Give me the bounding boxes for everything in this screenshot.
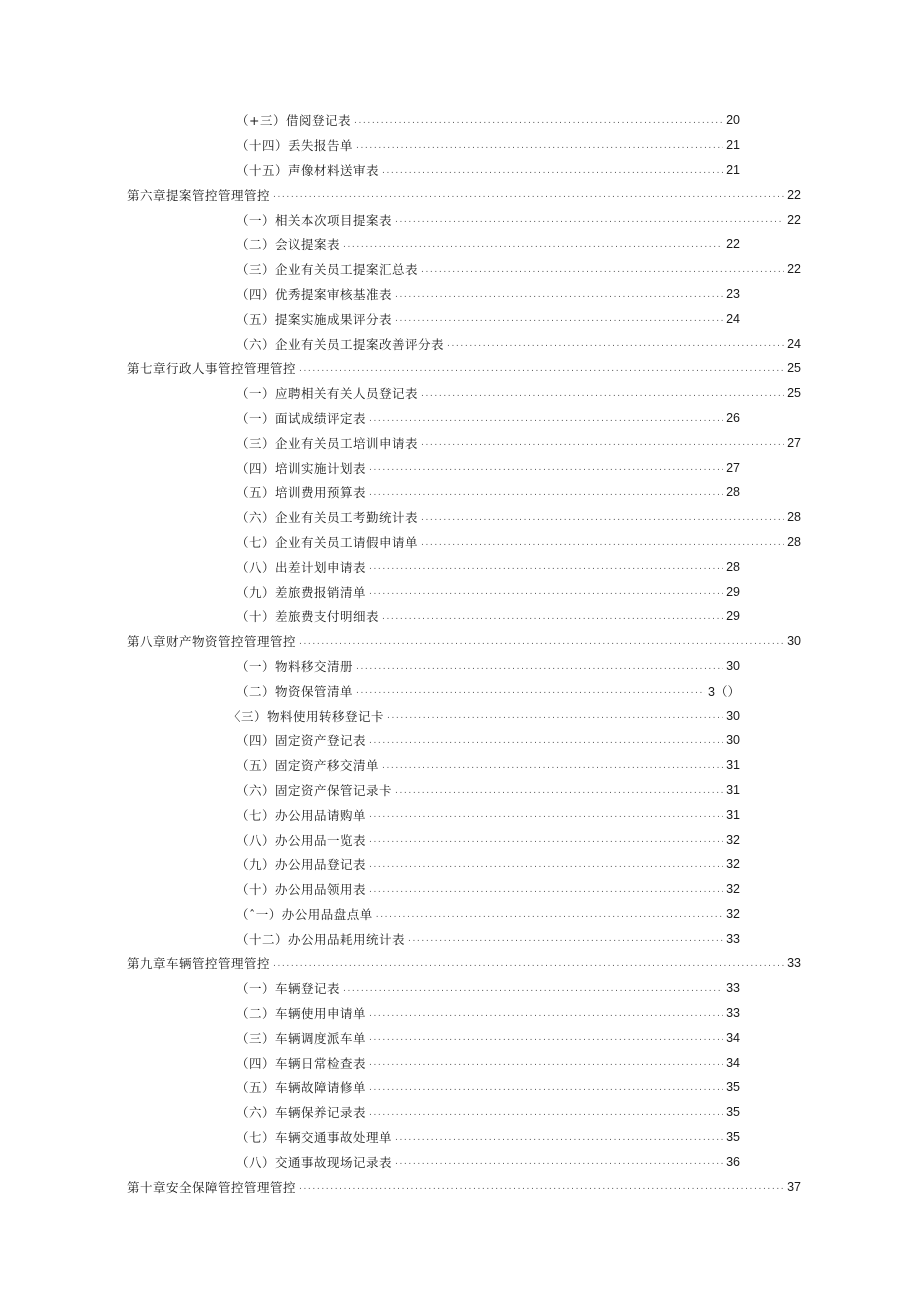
- toc-item-entry[interactable]: [0, 976, 920, 1001]
- toc-item-entry[interactable]: [0, 530, 920, 555]
- toc-page-number: 21: [726, 138, 740, 153]
- toc-page-number: 32: [726, 882, 740, 897]
- toc-leader-dots: [395, 281, 723, 308]
- toc-entry-label: （七）企业有关员工请假申请单: [236, 534, 419, 550]
- toc-entry-label: （一）应聘相关有关人员登记表: [236, 386, 419, 402]
- toc-leader-dots: [447, 330, 784, 357]
- toc-leader-dots: [395, 305, 723, 332]
- toc-item-entry[interactable]: [0, 207, 920, 232]
- toc-item-entry[interactable]: [0, 654, 920, 679]
- toc-item-entry[interactable]: [0, 1075, 920, 1100]
- toc-entry-label: 第八章财产物资管控管理管控: [127, 634, 297, 650]
- toc-leader-dots: [273, 181, 784, 208]
- toc-item-entry[interactable]: [0, 282, 920, 307]
- toc-entry-label: （二）物资保管清单: [236, 683, 354, 699]
- toc-leader-dots: [369, 1099, 723, 1126]
- toc-page-number: 31: [726, 782, 740, 797]
- toc-leader-dots: [395, 777, 723, 804]
- toc-leader-dots: [421, 504, 784, 531]
- toc-item-entry[interactable]: [0, 802, 920, 827]
- table-of-contents: [0, 108, 920, 1199]
- toc-entry-label: （七）车辆交通事故处理单: [236, 1130, 393, 1146]
- toc-entry-label: （六）车辆保养记录表: [236, 1105, 367, 1121]
- toc-entry-label: （二）会议提案表: [236, 237, 341, 253]
- toc-item-entry[interactable]: [0, 926, 920, 951]
- toc-entry-label: （六）固定资产保管记录卡: [236, 782, 393, 798]
- toc-leader-dots: [369, 1074, 723, 1101]
- toc-entry-label: （八）办公用品一览表: [236, 832, 367, 848]
- toc-item-entry[interactable]: [0, 232, 920, 257]
- toc-entry-label: （三）企业有关员工培训申请表: [236, 435, 419, 451]
- toc-page-number: 35: [726, 1080, 740, 1095]
- toc-page-number: 31: [726, 758, 740, 773]
- toc-entry-label: （二）车辆使用申请单: [236, 1006, 367, 1022]
- toc-entry-label: （十四）丢失报告单: [236, 138, 354, 154]
- toc-entry-label: （ˆ一）办公用品盘点单: [236, 906, 373, 922]
- toc-leader-dots: [369, 454, 723, 481]
- toc-page-number: 22: [787, 262, 801, 277]
- toc-page-number: 36: [726, 1154, 740, 1169]
- toc-page-number: 25: [787, 361, 801, 376]
- toc-leader-dots: [369, 479, 723, 506]
- toc-entry-label: （六）企业有关员工提案改善评分表: [236, 336, 445, 352]
- toc-entry-label: （五）车辆故障请修单: [236, 1080, 367, 1096]
- toc-item-entry[interactable]: [0, 1149, 920, 1174]
- toc-page-number: 25: [787, 386, 801, 401]
- toc-item-entry[interactable]: [0, 158, 920, 183]
- toc-leader-dots: [369, 405, 723, 432]
- toc-chapter-entry[interactable]: [0, 951, 920, 976]
- toc-leader-dots: [356, 677, 705, 704]
- toc-page-number: 30: [726, 708, 740, 723]
- toc-item-entry[interactable]: [0, 1001, 920, 1026]
- toc-page-number: 26: [726, 410, 740, 425]
- toc-page-number: 21: [726, 162, 740, 177]
- toc-item-entry[interactable]: [0, 579, 920, 604]
- toc-entry-label: （十）差旅费支付明细表: [236, 609, 380, 625]
- toc-entry-label: 第六章提案管控管理管控: [127, 187, 271, 203]
- toc-page-number: 32: [726, 906, 740, 921]
- toc-item-entry[interactable]: [0, 678, 920, 703]
- toc-item-entry[interactable]: [0, 455, 920, 480]
- toc-page-number: 37: [787, 1179, 801, 1194]
- toc-entry-label: （四）车辆日常检查表: [236, 1055, 367, 1071]
- toc-page-number: 28: [787, 510, 801, 525]
- toc-entry-label: （五）提案实施成果评分表: [236, 311, 393, 327]
- toc-entry-label: （一）车辆登记表: [236, 981, 341, 997]
- toc-item-entry[interactable]: [0, 505, 920, 530]
- toc-leader-dots: [369, 876, 723, 903]
- toc-page-number: 29: [726, 609, 740, 624]
- toc-page-number: 33: [726, 981, 740, 996]
- toc-page-number: 28: [726, 559, 740, 574]
- toc-item-entry[interactable]: [0, 902, 920, 927]
- toc-page-number: 30: [726, 733, 740, 748]
- toc-page-number: 22: [787, 187, 801, 202]
- toc-item-entry[interactable]: [0, 1050, 920, 1075]
- toc-page-number: 35: [726, 1130, 740, 1145]
- toc-leader-dots: [369, 1049, 723, 1076]
- toc-page-number: 28: [726, 485, 740, 500]
- toc-item-entry[interactable]: [0, 778, 920, 803]
- toc-leader-dots: [421, 380, 784, 407]
- toc-leader-dots: [369, 1000, 723, 1027]
- toc-page-number: 30: [787, 634, 801, 649]
- toc-entry-label: （+三）借阅登记表: [236, 113, 351, 129]
- toc-leader-dots: [387, 702, 723, 729]
- toc-leader-dots: [299, 1173, 784, 1200]
- toc-item-entry[interactable]: [0, 1100, 920, 1125]
- toc-item-entry[interactable]: [0, 257, 920, 282]
- toc-leader-dots: [369, 801, 723, 828]
- toc-item-entry[interactable]: [0, 331, 920, 356]
- toc-leader-dots: [421, 429, 784, 456]
- toc-item-entry[interactable]: [0, 430, 920, 455]
- toc-entry-label: 第七章行政人事管控管理管控: [127, 361, 297, 377]
- toc-leader-dots: [408, 925, 723, 952]
- toc-leader-dots: [299, 628, 784, 655]
- toc-entry-label: （十二）办公用品耗用统计表: [236, 931, 406, 947]
- toc-entry-label: （四）优秀提案审核基准表: [236, 286, 393, 302]
- toc-leader-dots: [369, 553, 723, 580]
- toc-leader-dots: [273, 950, 784, 977]
- toc-item-entry[interactable]: [0, 554, 920, 579]
- toc-entry-label: （四）固定资产登记表: [236, 733, 367, 749]
- toc-leader-dots: [354, 107, 723, 134]
- toc-entry-label: （一）面试成绩评定表: [236, 410, 367, 426]
- toc-page-number: 24: [787, 336, 801, 351]
- toc-leader-dots: [395, 1124, 723, 1151]
- toc-page-number: 27: [726, 460, 740, 475]
- toc-page-number: 24: [726, 311, 740, 326]
- toc-page-number: 28: [787, 534, 801, 549]
- toc-entry-label: （九）差旅费报销清单: [236, 584, 367, 600]
- toc-leader-dots: [376, 901, 723, 928]
- toc-page-number: 30: [726, 658, 740, 673]
- toc-page-number: 34: [726, 1030, 740, 1045]
- toc-page-number: 34: [726, 1055, 740, 1070]
- toc-entry-label: （七）办公用品请购单: [236, 807, 367, 823]
- toc-page-number: 33: [787, 956, 801, 971]
- toc-chapter-entry[interactable]: [0, 356, 920, 381]
- toc-item-entry[interactable]: [0, 604, 920, 629]
- toc-item-entry[interactable]: [0, 480, 920, 505]
- toc-leader-dots: [395, 1148, 723, 1175]
- toc-leader-dots: [343, 975, 723, 1002]
- toc-page-number: 32: [726, 832, 740, 847]
- toc-entry-label: （六）企业有关员工考勤统计表: [236, 510, 419, 526]
- toc-chapter-entry[interactable]: [0, 182, 920, 207]
- toc-page-number: 31: [726, 807, 740, 822]
- toc-page-number: 23: [726, 286, 740, 301]
- toc-entry-label: （三）企业有关员工提案汇总表: [236, 262, 419, 278]
- toc-leader-dots: [369, 1024, 723, 1051]
- toc-leader-dots: [421, 529, 784, 556]
- toc-item-entry[interactable]: [0, 133, 920, 158]
- toc-leader-dots: [369, 851, 723, 878]
- toc-item-entry[interactable]: [0, 1025, 920, 1050]
- toc-leader-dots: [369, 727, 723, 754]
- toc-page-number: 33: [726, 931, 740, 946]
- toc-page-number: 27: [787, 435, 801, 450]
- toc-item-entry[interactable]: [0, 877, 920, 902]
- toc-page-number: 33: [726, 1006, 740, 1021]
- toc-entry-label: 第十章安全保障管控管理管控: [127, 1179, 297, 1195]
- toc-page-number: 22: [787, 212, 801, 227]
- toc-leader-dots: [395, 206, 784, 233]
- toc-item-entry[interactable]: [0, 827, 920, 852]
- toc-item-entry[interactable]: [0, 852, 920, 877]
- toc-leader-dots: [382, 752, 723, 779]
- toc-page-number: 22: [726, 237, 740, 252]
- toc-page-number: 32: [726, 857, 740, 872]
- toc-leader-dots: [369, 826, 723, 853]
- toc-item-entry[interactable]: [0, 381, 920, 406]
- toc-entry-label: （五）培训费用预算表: [236, 485, 367, 501]
- toc-entry-label: （八）出差计划申请表: [236, 559, 367, 575]
- toc-page-number: 35: [726, 1105, 740, 1120]
- toc-entry-label: （五）固定资产移交清单: [236, 758, 380, 774]
- toc-chapter-entry[interactable]: [0, 629, 920, 654]
- toc-leader-dots: [356, 653, 723, 680]
- toc-item-entry[interactable]: [0, 753, 920, 778]
- toc-item-entry[interactable]: [0, 406, 920, 431]
- toc-entry-label: （四）培训实施计划表: [236, 460, 367, 476]
- toc-entry-label: （九）办公用品登记表: [236, 857, 367, 873]
- toc-item-entry[interactable]: [0, 728, 920, 753]
- toc-item-entry[interactable]: [0, 1125, 920, 1150]
- toc-entry-label: 〈三）物料使用转移登记卡: [228, 708, 385, 724]
- toc-leader-dots: [356, 132, 723, 159]
- toc-item-entry[interactable]: [0, 108, 920, 133]
- toc-leader-dots: [369, 578, 723, 605]
- toc-entry-label: （八）交通事故现场记录表: [236, 1154, 393, 1170]
- toc-leader-dots: [421, 256, 784, 283]
- toc-entry-label: （一）相关本次项目提案表: [236, 212, 393, 228]
- toc-entry-label: （十五）声像材料送审表: [236, 162, 380, 178]
- toc-entry-label: 第九章车辆管控管理管控: [127, 956, 271, 972]
- toc-entry-label: （十）办公用品领用表: [236, 882, 367, 898]
- toc-leader-dots: [382, 603, 723, 630]
- toc-chapter-entry[interactable]: [0, 1174, 920, 1199]
- toc-entry-label: （一）物料移交清册: [236, 658, 354, 674]
- toc-page-number: 3（）: [708, 684, 740, 699]
- toc-leader-dots: [299, 355, 784, 382]
- toc-page-number: 20: [726, 113, 740, 128]
- toc-item-entry[interactable]: [0, 306, 920, 331]
- toc-page-number: 29: [726, 584, 740, 599]
- toc-leader-dots: [382, 157, 723, 184]
- toc-entry-label: （三）车辆调度派车单: [236, 1030, 367, 1046]
- toc-leader-dots: [343, 231, 723, 258]
- toc-item-entry[interactable]: [0, 703, 920, 728]
